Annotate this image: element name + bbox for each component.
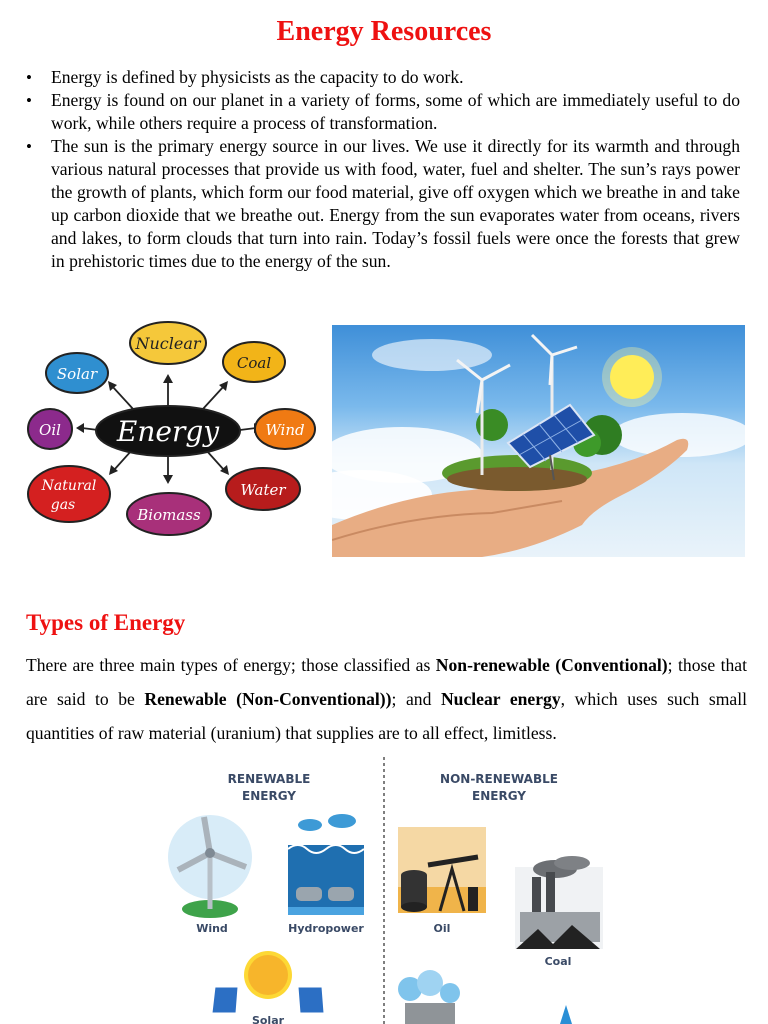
node-oil <box>28 409 72 449</box>
green-energy-photo <box>332 325 745 557</box>
svg-text:Nuclear: Nuclear <box>135 334 201 353</box>
oil-label: Oil <box>433 922 451 935</box>
node-center-energy <box>96 406 240 456</box>
coal-label: Coal <box>544 955 572 968</box>
node-wind <box>255 409 315 449</box>
bullet-item: • The sun is the primary energy source in our lives. We use it directly for its warmth and through various natural processes that provide us with food, water, fuel and shelter. The sun’s rays power the growth of plants, which form our food material, give off oxygen which we breathe in and take up carbon dioxide that we breathe out. Energy from the sun evaporates water from oceans, rivers and lakes, to form clouds that turn into rain. Today’s fossil fuels were once the forests that grew in prehistoric times due to the energy of the sun. <box>26 135 740 273</box>
svg-text:Oil: Oil <box>39 421 61 439</box>
node-nuclear <box>130 322 206 364</box>
solar-panel-icon <box>212 951 324 1013</box>
node-water <box>226 468 300 510</box>
svg-text:Wind: Wind <box>265 421 305 439</box>
svg-text:Natural: Natural <box>41 478 97 494</box>
node-biomass <box>127 493 211 535</box>
paragraph-text: There are three main types of energy; those classified as <box>26 655 436 675</box>
wind-turbine-icon <box>168 815 252 918</box>
types-of-energy-paragraph <box>26 648 747 750</box>
paragraph-text: ; and <box>391 689 441 709</box>
svg-text:Biomass: Biomass <box>137 506 201 524</box>
paragraph-bold-renewable: Renewable (Non-Conventional)) <box>144 689 392 709</box>
renewable-vs-nonrenewable-infographic <box>160 757 610 1024</box>
bullet-item: • Energy is defined by physicists as the capacity to do work. <box>26 66 740 89</box>
intro-bullet-list <box>26 66 740 273</box>
natural-gas-icon <box>398 970 460 1024</box>
paragraph-text: ; those that are said to be <box>26 655 747 709</box>
energy-sources-diagram <box>26 318 324 544</box>
node-coal <box>223 342 285 382</box>
svg-text:Water: Water <box>240 481 286 499</box>
renewable-heading: ENERGY <box>242 789 296 803</box>
nuclear-icon <box>560 1005 572 1024</box>
svg-text:Energy: Energy <box>116 415 220 448</box>
hydropower-label: Hydropower <box>288 922 364 935</box>
page-title: Energy Resources <box>276 16 492 47</box>
paragraph-text: , which uses such small quantities of raw material (uranium) that supplies are to all effect, limitless. <box>26 689 748 743</box>
svg-text:Coal: Coal <box>236 354 272 372</box>
oil-pump-icon <box>398 827 486 913</box>
svg-text:gas: gas <box>50 497 76 513</box>
coal-factory-icon <box>515 856 603 949</box>
section-title-types-of-energy: Types of Energy <box>26 610 186 635</box>
bullet-item: • Energy is found on our planet in a variety of forms, some of which are immediately useful to do work, while others require a process of transformation. <box>26 89 740 135</box>
wind-label: Wind <box>196 922 228 935</box>
hydropower-icon <box>288 814 364 915</box>
renewable-heading: RENEWABLE <box>227 772 311 786</box>
solar-label: Solar <box>251 1014 285 1024</box>
node-natural-gas <box>28 466 110 522</box>
svg-text:Solar: Solar <box>56 365 98 383</box>
nonrenewable-heading: ENERGY <box>472 789 526 803</box>
node-solar <box>46 353 108 393</box>
paragraph-bold-nuclear: Nuclear energy <box>440 689 561 709</box>
nonrenewable-heading: NON-RENEWABLE <box>440 772 558 786</box>
paragraph-bold-nonrenewable: Non-renewable (Conventional) <box>435 655 668 675</box>
